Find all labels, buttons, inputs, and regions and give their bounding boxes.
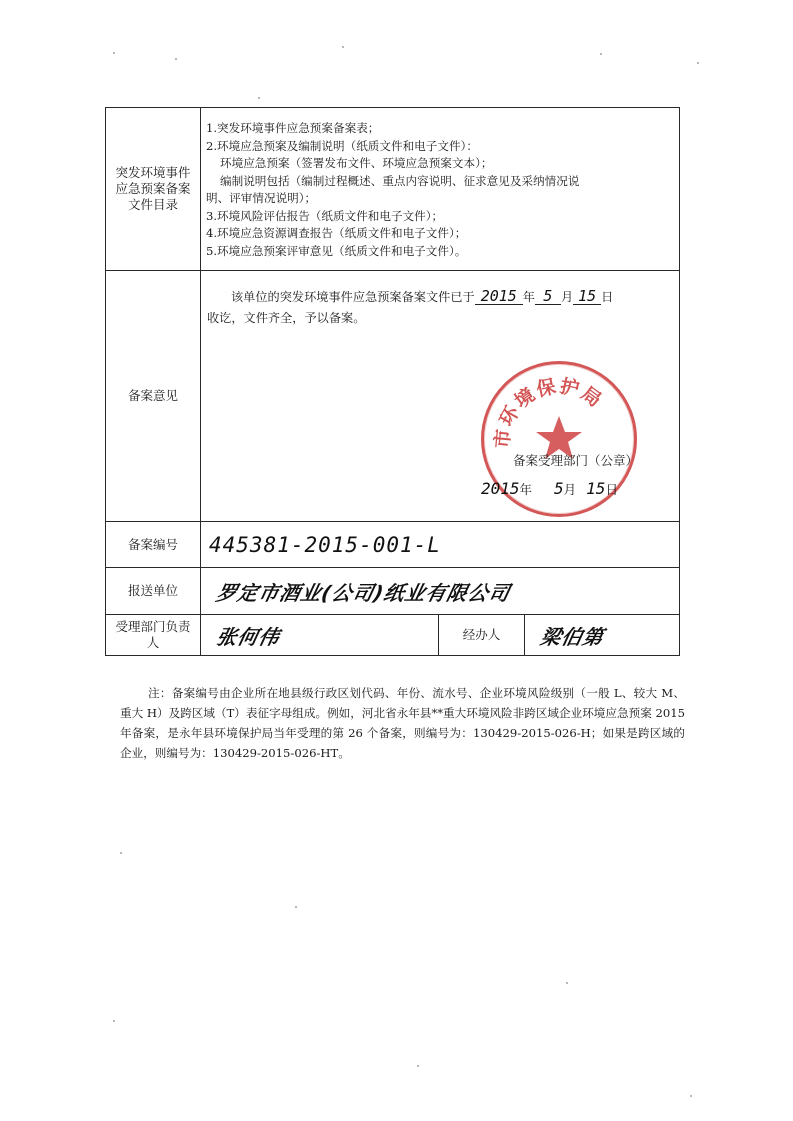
handwritten-day: 15: [573, 288, 601, 305]
catalog-list: [201, 108, 680, 271]
scan-speck: [566, 982, 568, 984]
submitter-value: 罗定市酒业(公司)纸业有限公司: [214, 580, 513, 605]
catalog-item: 明、评审情况说明）；: [206, 191, 317, 205]
scan-speck: [113, 1020, 115, 1022]
opinion-content: [201, 271, 680, 522]
scan-speck: [600, 53, 602, 55]
footnote: 注：备案编号由企业所在地县级行政区划代码、年份、流水号、企业环境风险级别（一般 L、较大 M、重大 H）及跨区域（T）表征字母组成。例如，河北省永年县**重大环境风险非跨区域企业环境应急预案 2015 年备案，是永年县环境保护局当年受理的第 26 个备案，则编号为：130429-2015-026-H；如果是跨区域的企业，则编号为：130429-2015-026-HT。: [120, 686, 685, 760]
opinion-line-1: [207, 287, 673, 308]
day-unit: 日: [601, 290, 614, 304]
catalog-item: 环境应急预案（签署发布文件、环境应急预案文本）；: [220, 156, 493, 170]
handler-value: 梁伯第: [538, 624, 607, 649]
sign-day-unit: 日: [605, 482, 618, 497]
filing-department-label: 备案受理部门（公章）: [513, 453, 639, 468]
catalog-item: 3.环境风险评估报告（纸质文件和电子文件）；: [206, 208, 444, 223]
opinion-text-after: 收讫，文件齐全，予以备案。: [207, 311, 366, 325]
submitter-row: [106, 568, 680, 615]
scan-speck: [342, 46, 344, 48]
scan-speck: [295, 906, 297, 908]
handwritten-month: 5: [535, 288, 561, 305]
handwritten-year: 2015: [475, 288, 523, 305]
catalog-item: 2.环境应急预案及编制说明（纸质文件和电子文件）：: [206, 138, 478, 153]
handler-label: 经办人: [439, 615, 525, 656]
sign-month-unit: 月: [563, 482, 577, 497]
scan-speck: [417, 1065, 419, 1067]
scan-speck: [113, 52, 115, 54]
filing-form-table: [105, 107, 680, 656]
responsible-row: [106, 615, 680, 656]
catalog-item: 1.突发环境事件应急预案备案表；: [206, 121, 380, 135]
scan-speck: [258, 97, 260, 99]
sign-year-unit: 年: [519, 482, 533, 497]
responsible-value: 张何伟: [214, 624, 283, 649]
record-number-row: [106, 522, 680, 568]
year-unit: 年: [522, 290, 535, 304]
catalog-item: 编制说明包括（编制过程概述、重点内容说明、征求意见及采纳情况说: [220, 173, 580, 188]
opinion-label: 备案意见: [106, 271, 201, 522]
submitter-cell: [201, 568, 680, 615]
sign-day: 15: [586, 479, 606, 498]
record-number-value: 445381-2015-001-L: [201, 522, 680, 568]
responsible-cell: [201, 615, 439, 656]
sign-date: [481, 479, 618, 498]
catalog-label: 突发环境事件应急预案备案文件目录: [106, 108, 201, 271]
scan-speck: [690, 1095, 692, 1097]
handler-cell: [525, 615, 680, 656]
sign-month: 5: [554, 479, 564, 498]
scan-speck: [120, 852, 122, 854]
seal-text: 市环境保护局: [491, 375, 607, 450]
opinion-text-before: 该单位的突发环境事件应急预案备案文件已于: [231, 290, 475, 304]
responsible-label: 受理部门负责人: [106, 615, 201, 656]
opinion-row: [106, 271, 680, 522]
record-number-label: 备案编号: [106, 522, 201, 568]
catalog-row: [106, 108, 680, 271]
month-unit: 月: [560, 290, 574, 304]
submitter-label: 报送单位: [106, 568, 201, 615]
catalog-item: 5.环境应急预案评审意见（纸质文件和电子文件）。: [206, 243, 467, 258]
sign-year: 2015: [481, 479, 520, 498]
opinion-text: [207, 287, 673, 329]
scan-speck: [697, 62, 699, 64]
scan-speck: [175, 58, 177, 60]
catalog-item: 4.环境应急资源调查报告（纸质文件和电子文件）；: [206, 226, 467, 240]
